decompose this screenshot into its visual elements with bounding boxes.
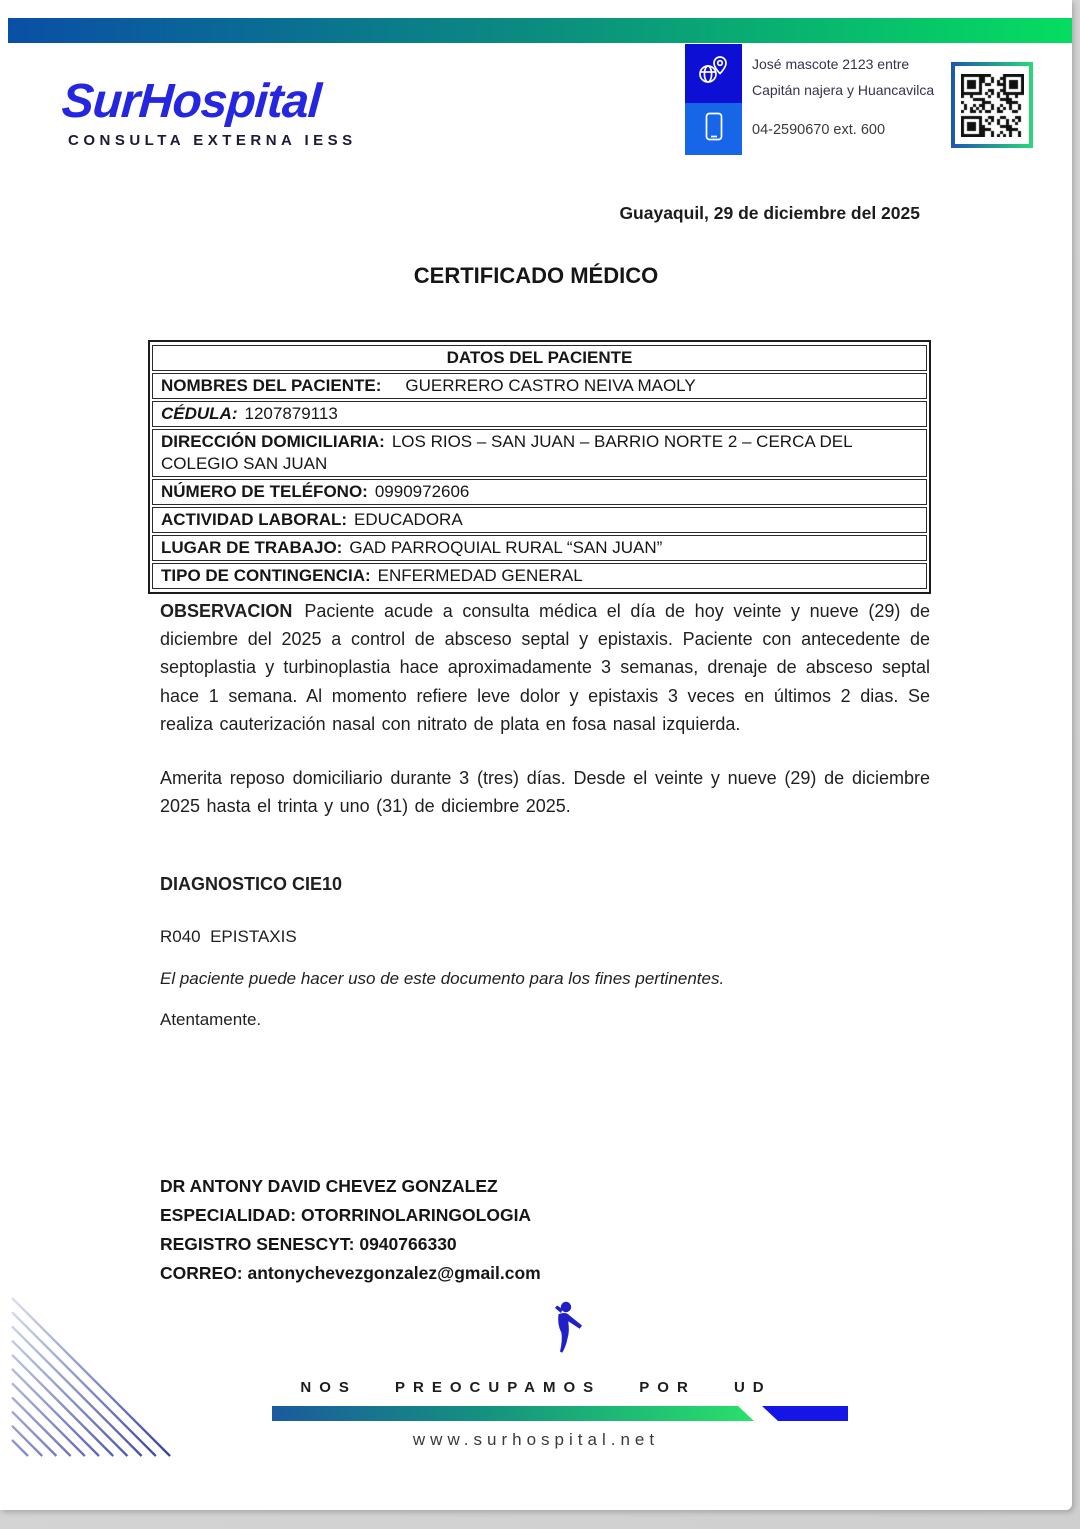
row-label: LUGAR DE TRABAJO:: [161, 538, 343, 557]
row-label: DIRECCIÓN DOMICILIARIA:: [161, 432, 385, 451]
table-row: [152, 563, 927, 589]
doctor-specialty: ESPECIALIDAD: OTORRINOLARINGOLOGIA: [160, 1205, 532, 1225]
row-value: LOS RIOS – SAN JUAN – BARRIO NORTE 2 – CERCA DEL COLEGIO SAN JUAN: [161, 432, 852, 473]
doctor-email: CORREO: antonychevezgonzalez@gmail.com: [160, 1263, 541, 1283]
document-title: CERTIFICADO MÉDICO: [413, 263, 659, 288]
observation-text: Paciente acude a consulta médica el día de hoy veinte y nueve (29) de diciembre del 2025 a control de absceso septal y epistaxis. Paciente con antecedente de septoplastia y turbinoplastia hace aproximadamente 3 semanas, drenaje de absceso septal hace 1 semana. Al momento refiere leve dolor y epistaxis 3 veces en últimos 2 dias. Se realiza cauterización nasal con nitrato de plata en fosa nasal izquierda.: [160, 601, 930, 734]
phone-icon-square: [685, 103, 742, 155]
qr-pattern: [961, 74, 1024, 137]
diagnosis-heading: DIAGNOSTICO CIE10: [160, 874, 343, 895]
table-row: [152, 401, 927, 427]
row-value: 1207879113: [244, 404, 338, 423]
diagonal-stripes-decoration: [8, 1288, 198, 1465]
row-label: NÚMERO DE TELÉFONO:: [161, 482, 368, 501]
document-purpose-note: El paciente puede hacer uso de este documento para los fines pertinentes.: [160, 969, 725, 989]
signature-block: [160, 1172, 541, 1288]
location-globe-icon: [696, 55, 732, 92]
row-value: GUERRERO CASTRO NEIVA MAOLY: [405, 376, 696, 395]
rest-paragraph: Amerita reposo domiciliario durante 3 (tres) días. Desde el veinte y nueve (29) de diciembre 2025 hasta el trinta y uno (31) de diciembre 2025.: [160, 768, 930, 817]
document-body: [160, 597, 930, 1030]
logo-subtitle: CONSULTA EXTERNA IESS: [68, 132, 357, 149]
table-header: DATOS DEL PACIENTE: [152, 345, 927, 371]
document-date: Guayaquil, 29 de diciembre del 2025: [619, 203, 920, 223]
address-line-1: José mascote 2123 entre: [752, 56, 910, 72]
observation-paragraph: [160, 597, 930, 738]
address-icon-square: [685, 44, 742, 103]
footer-website: www.surhospital.net: [412, 1430, 660, 1449]
row-label: CÉDULA:: [161, 404, 238, 423]
doctor-registry: REGISTRO SENESCYT: 0940766330: [160, 1234, 457, 1254]
closing-salutation: Atentamente.: [160, 1010, 262, 1030]
qr-code: [951, 62, 1033, 148]
observation-label: OBSERVACION: [160, 601, 293, 621]
table-row: [152, 535, 927, 561]
table-row: [152, 479, 927, 505]
row-label: NOMBRES DEL PACIENTE:: [161, 376, 382, 395]
footer-slogan: NOS PREOCUPAMOS POR UD: [300, 1379, 772, 1396]
address-line-2: Capitán najera y Huancavilca: [752, 82, 935, 98]
phone-number: 04-2590670 ext. 600: [752, 122, 886, 138]
person-figure-icon: [545, 1300, 593, 1367]
phone-icon: [702, 111, 726, 148]
row-value: GAD PARROQUIAL RURAL “SAN JUAN”: [349, 538, 663, 557]
footer-blue-bar-segment: [762, 1406, 848, 1421]
patient-data-table: [148, 340, 931, 594]
row-value: EDUCADORA: [354, 510, 463, 529]
row-value: ENFERMEDAD GENERAL: [377, 566, 583, 585]
qr-code-inner: [955, 66, 1029, 144]
hospital-logo: SurHospital: [60, 75, 323, 128]
row-label: ACTIVIDAD LABORAL:: [161, 510, 348, 529]
table-row: [152, 507, 927, 533]
doctor-name: DR ANTONY DAVID CHEVEZ GONZALEZ: [160, 1176, 498, 1196]
table-row: [152, 429, 927, 477]
row-value: 0990972606: [374, 482, 470, 501]
row-label: TIPO DE CONTINGENCIA:: [161, 566, 371, 585]
header-gradient-bar: [8, 18, 1072, 43]
table-row: [152, 373, 927, 399]
diagnosis-code: R040 EPISTAXIS: [160, 927, 297, 947]
footer-gradient-bar: [272, 1406, 754, 1421]
